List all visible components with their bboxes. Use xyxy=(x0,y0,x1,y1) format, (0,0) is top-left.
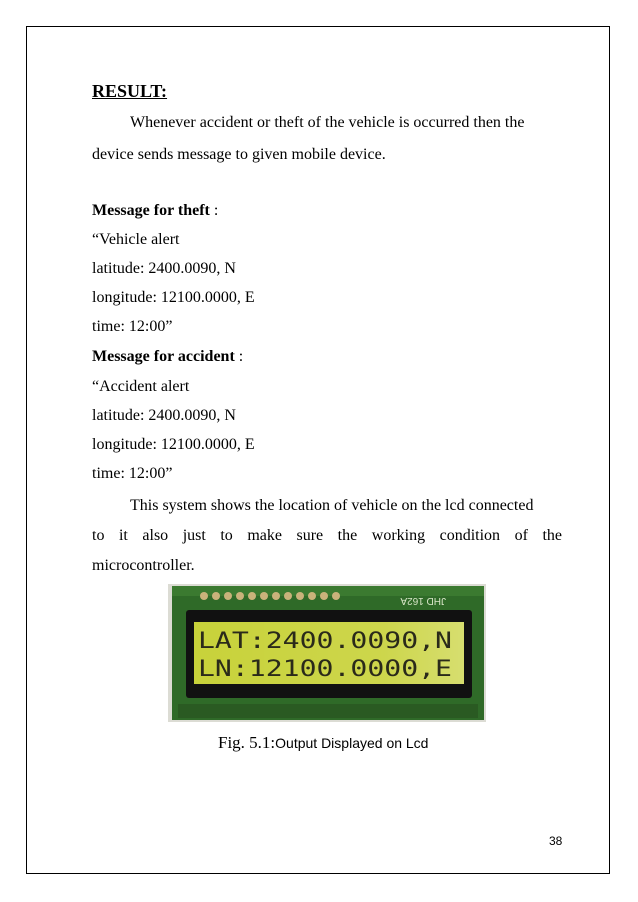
theft-line: longitude: 12100.0000, E xyxy=(92,289,255,306)
accident-label: Message for accident xyxy=(92,348,235,365)
theft-colon: : xyxy=(209,202,219,219)
theft-line: “Vehicle alert xyxy=(92,231,180,248)
theft-label: Message for theft xyxy=(92,202,210,219)
accident-colon: : xyxy=(234,348,244,365)
lcd-photo xyxy=(168,584,486,722)
theft-label-line xyxy=(92,202,218,220)
accident-line: latitude: 2400.0090, N xyxy=(92,407,236,424)
intro-line-2: device sends message to given mobile device. xyxy=(92,146,386,163)
page-number: 38 xyxy=(549,834,563,848)
theft-line: latitude: 2400.0090, N xyxy=(92,260,236,277)
system-line-1: This system shows the location of vehicle on the lcd connected xyxy=(130,497,534,514)
lcd-line-1: LAT:2400.0090,N xyxy=(198,629,452,654)
section-heading: RESULT: xyxy=(92,81,168,101)
caption-text: Output Displayed on Lcd xyxy=(275,735,429,751)
lcd-line-2: LN:12100.0000,E xyxy=(198,657,452,682)
theft-line: time: 12:00” xyxy=(92,318,173,335)
figure-caption xyxy=(218,733,428,754)
lcd-model-label: JHD 162A xyxy=(400,595,446,606)
accident-line: longitude: 12100.0000, E xyxy=(92,436,255,453)
intro-line-1: Whenever accident or theft of the vehicle is occurred then the xyxy=(130,114,525,131)
accident-line: time: 12:00” xyxy=(92,465,173,482)
accident-line: “Accident alert xyxy=(92,378,190,395)
system-line-2: to it also just to make sure the working condition of the xyxy=(92,527,562,544)
system-line-3: microcontroller. xyxy=(92,557,195,574)
caption-prefix: Fig. 5.1: xyxy=(218,733,276,752)
accident-label-line xyxy=(92,348,243,366)
